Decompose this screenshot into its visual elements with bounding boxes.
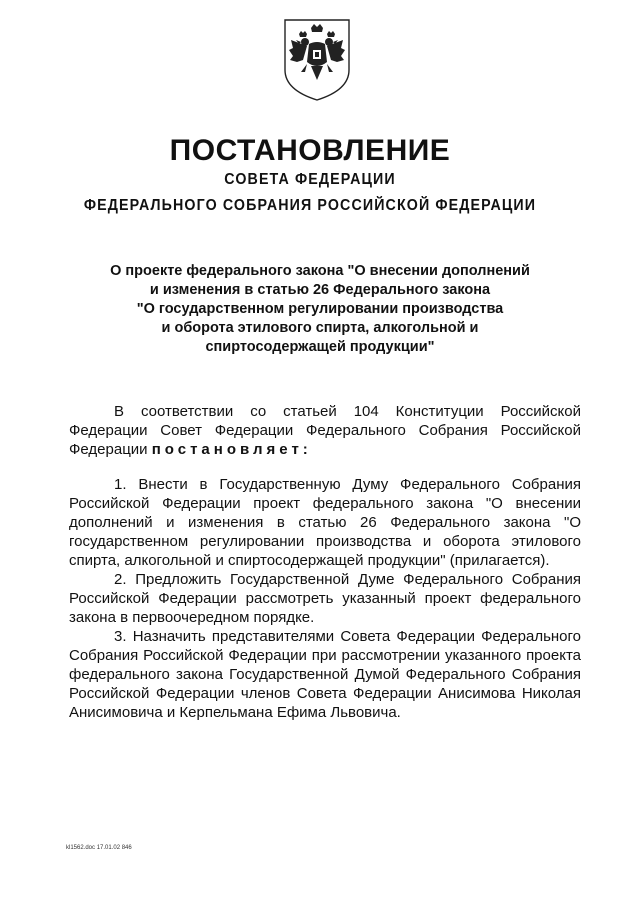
caption-line: и оборота этилового спирта, алкогольной и <box>161 320 479 336</box>
issuer-line-1: СОВЕТА ФЕДЕРАЦИИ <box>224 171 396 188</box>
document-title: ПОСТАНОВЛЕНИЕ <box>169 134 451 167</box>
caption-line: О проекте федерального закона "О внесении дополнений <box>110 263 530 279</box>
file-reference: kl1562.doc 17.01.02 846 <box>66 845 132 851</box>
decree-word: постановляет: <box>151 441 312 458</box>
document-body <box>69 402 581 722</box>
preamble-paragraph <box>69 402 581 459</box>
double-headed-eagle-icon <box>281 16 353 102</box>
caption-line: спиртосодержащей продукции" <box>205 339 435 355</box>
document-caption <box>80 262 560 357</box>
caption-line: "О государственном регулировании производства <box>136 301 504 317</box>
item-2-paragraph: 2. Предложить Государственной Думе Федерального Собрания Российской Федерации рассмотреть указанный проект федерального закона в первоочередном порядке. <box>69 571 581 626</box>
item-3-paragraph: 3. Назначить представителями Совета Федерации Федерального Собрания Российской Федерации при рассмотрении указанного проекта федерального закона Государственной Думой Федерального Собрания Российской Федерации членов Совета Федерации Анисимова Николая Анисимовича и Керпельмана Ефима Львовича. <box>69 628 581 721</box>
caption-line: и изменения в статью 26 Федерального закона <box>149 282 491 298</box>
emblem <box>281 16 353 102</box>
item-1-paragraph: 1. Внести в Государственную Думу Федерального Собрания Российской Федерации проект федерального закона "О внесении дополнений и изменения в статью 26 Федерального закона "О государственном регулировании производства и оборота этилового спирта, алкогольной и спиртосодержащей продукции" (прилагается). <box>69 476 581 569</box>
preamble-text: В соответствии со статьей 104 Конституции Российской Федерации Совет Федерации Федерального Собрания Российской Федерации <box>69 403 581 458</box>
issuer-line-2: ФЕДЕРАЛЬНОГО СОБРАНИЯ РОССИЙСКОЙ ФЕДЕРАЦИИ <box>83 197 537 214</box>
